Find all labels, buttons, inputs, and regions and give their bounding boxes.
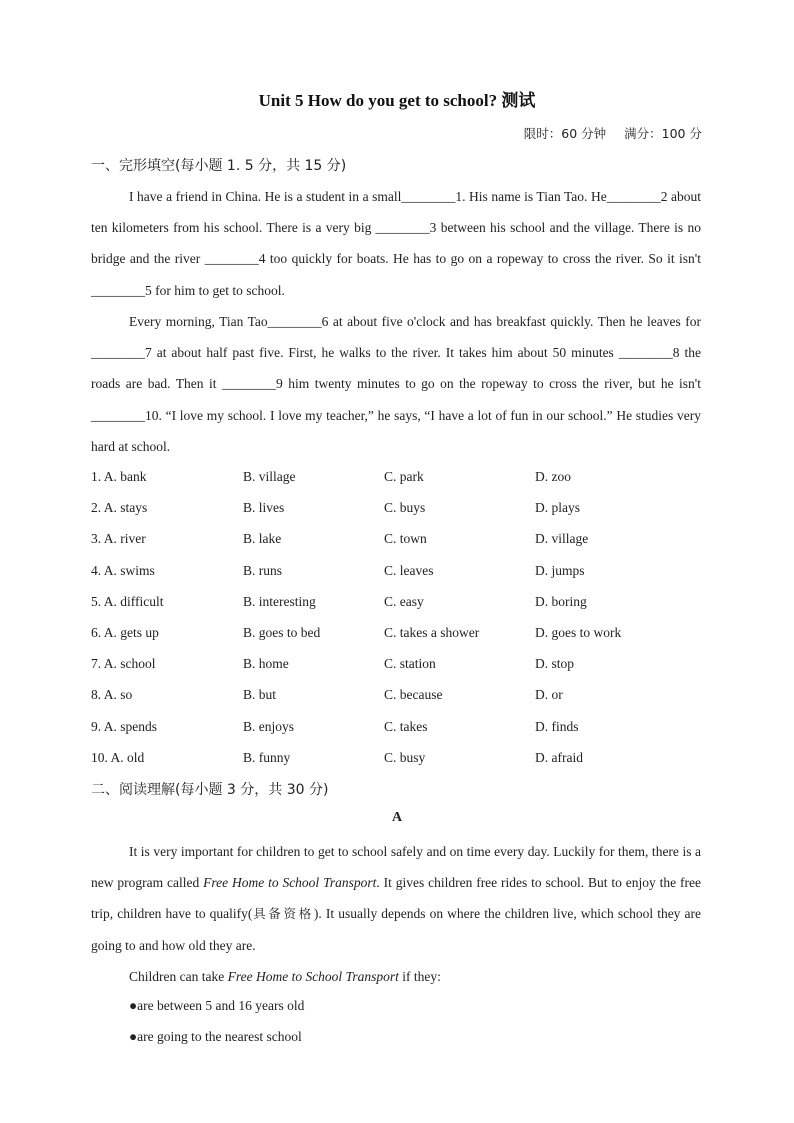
option-c: C. takes — [384, 718, 428, 734]
option-d: D. plays — [535, 500, 580, 516]
option-c: C. buys — [384, 500, 426, 516]
option-c: C. takes a shower — [384, 624, 480, 640]
full-score: 满分：100 分 — [624, 126, 702, 141]
option-c: C. leaves — [384, 562, 434, 578]
cloze-paragraph-2 — [91, 306, 701, 462]
option-b: B. but — [243, 687, 277, 703]
option-b: B. goes to bed — [243, 624, 321, 640]
question-row — [91, 681, 701, 712]
option-b: B. home — [243, 656, 289, 672]
option-b: B. enjoys — [243, 718, 295, 734]
option-b: B. runs — [243, 562, 283, 578]
reading-paragraph-2 — [91, 961, 701, 992]
option-a: 4. A. swims — [91, 562, 155, 578]
option-a: 6. A. gets up — [91, 624, 159, 640]
option-d: D. or — [535, 687, 563, 703]
option-c: C. town — [384, 531, 427, 547]
cloze-paragraph-1-text: I have a friend in China. He is a student in a small________1. His name is Tian Tao. He________2 about ten kilometers from his school. There is a very big ________3 between his school and the village. There is no bridge and the river ________4 too quickly for boats. He has to go on a ropeway to cross the river. So it isn't ________5 for him to get to school. — [91, 189, 701, 298]
option-c: C. station — [384, 656, 436, 672]
option-c: C. easy — [384, 593, 424, 609]
option-d: D. boring — [535, 593, 587, 609]
option-a: 5. A. difficult — [91, 593, 164, 609]
reading-p1-text-a: It is very important for children to get to school safely and on time every day. Luckily for them, there is a new program called — [91, 844, 701, 891]
list-item: ●are between 5 and 16 years old — [129, 998, 305, 1013]
option-d: D. afraid — [535, 749, 583, 765]
option-a: 1. A. bank — [91, 469, 147, 484]
question-row — [91, 744, 701, 775]
option-b: B. interesting — [243, 593, 316, 609]
section-1-heading: 一、完形填空(每小题 1. 5 分，共 15 分) — [91, 158, 347, 174]
option-b: B. lake — [243, 531, 282, 547]
option-c: C. because — [384, 687, 443, 703]
question-row — [91, 588, 701, 619]
chinese-gloss: 具备资格 — [252, 906, 314, 922]
option-a: 2. A. stays — [91, 500, 148, 516]
option-b: B. lives — [243, 500, 285, 516]
program-name: Free Home to School Transport — [227, 969, 399, 984]
cloze-choices — [91, 463, 701, 775]
option-d: D. goes to work — [535, 624, 622, 640]
option-a: 10. A. old — [91, 749, 145, 765]
question-row — [91, 525, 701, 556]
question-row — [91, 494, 701, 525]
option-c: C. busy — [384, 749, 426, 765]
cloze-paragraph-1 — [91, 181, 701, 306]
option-b: B. funny — [243, 749, 291, 765]
program-name: Free Home to School Transport — [203, 875, 377, 891]
option-d: D. jumps — [535, 562, 585, 578]
option-a: 9. A. spends — [91, 718, 158, 734]
question-row — [91, 713, 701, 744]
exam-meta — [524, 124, 702, 142]
reading-p2-text-b: if they: — [398, 969, 441, 984]
option-d: D. village — [535, 531, 589, 547]
option-a: 3. A. river — [91, 531, 146, 547]
reading-p1-text-b: . It gives children free rides to school. But to enjoy the free trip, children have to qualify( — [91, 875, 702, 922]
page-title: Unit 5 How do you get to school? 测试 — [258, 91, 536, 110]
section-2-heading: 二、阅读理解(每小题 3 分，共 30 分) — [91, 782, 329, 798]
question-row — [91, 650, 701, 681]
option-d: D. zoo — [535, 469, 571, 484]
option-d: D. finds — [535, 718, 579, 734]
reading-paragraph-1 — [91, 836, 701, 961]
option-b: B. village — [243, 469, 296, 484]
question-row — [91, 463, 701, 494]
question-row — [91, 557, 701, 588]
reading-p2-text-a: Children can take — [129, 969, 228, 984]
list-item: ●are going to the nearest school — [129, 1029, 302, 1044]
option-d: D. stop — [535, 656, 575, 672]
cloze-paragraph-2-text: Every morning, Tian Tao________6 at about five o'clock and has breakfast quickly. Then he leaves for ________7 at about half past five. First, he walks to the river. It takes him about 50 minutes ________8 the roads are bad. Then it ________9 him twenty minutes to go on the ropeway to cross the river, but he isn't ________10. “I love my school. I love my teacher,” he says, “I have a lot of fun in our school.” He studies very hard at school. — [91, 314, 701, 454]
option-c: C. park — [384, 469, 424, 484]
passage-label: A — [391, 810, 403, 825]
option-a: 7. A. school — [91, 656, 156, 672]
reading-p1-text-c: ). It usually depends on where the children live, which school they are going to and how old they are. — [91, 906, 701, 953]
option-a: 8. A. so — [91, 687, 133, 703]
time-limit: 限时：60 分钟 — [523, 126, 607, 141]
question-row — [91, 619, 701, 650]
